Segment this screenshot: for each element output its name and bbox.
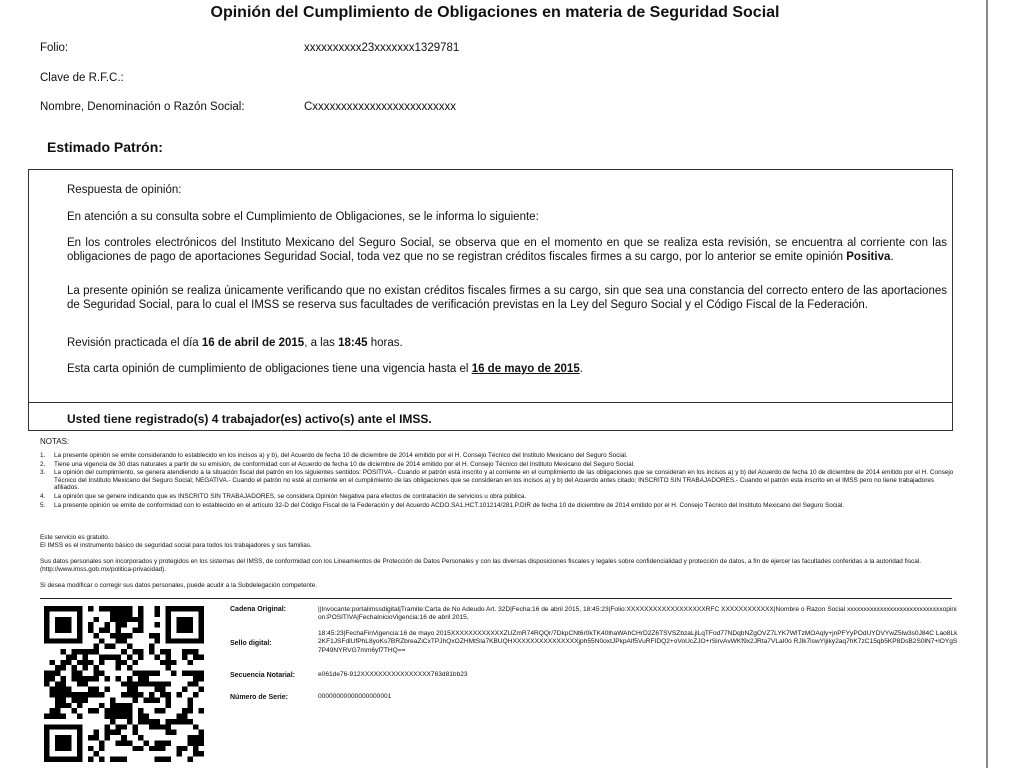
workers-count: Usted tiene registrado(s) 4 trabajador(es) activo(s) ante el IMSS.: [67, 412, 432, 426]
review-time: 18:45: [338, 337, 368, 349]
note-item: 4. La opinión que se genere indicando que es INSCRITO SIN TRABAJADORES, se considera Opinión Negativa para efectos de contratación de servicios u obra pública.: [40, 492, 527, 500]
qr-code-icon: [44, 606, 204, 762]
privacy-notice: Sus datos personales son incorporados y protegidos en los sistemas del IMSS, de conformidad con los Lineamientos de Protección de Datos Personales y con las diversas disposiciones fiscales y legales sobre confidencialidad y protección de datos, a fin de ejercer las facultades conferidas a la autoridad fiscal. (http://www.imss.gob.mx/politica-privacidad).: [40, 558, 921, 573]
response-paragraph-2: La presente opinión se realiza únicamente verificando que no existan créditos fiscales firmes a su cargo, sin que sea una constancia del correcto entero de las aportaciones de Seguridad Social, para lo cual el IMSS se reserva sus facultades de verificación previstas en la Ley del Seguro Social y el Código Fiscal de la Federación.: [67, 285, 947, 311]
review-line: Revisión practicada el día 16 de abril de 2015, a las 18:45 horas.: [67, 337, 403, 349]
note-item: 3. La opinión del cumplimiento, se genera atendiendo a la situación fiscal del patrón en los siguientes sentidos: POSITIVA.- Cuando el patrón está inscrito y al corriente en el cumplimiento de las obligaciones que se consideran en los incisos a) y b) del Acuerdo de fecha 10 de diciembre de 2014 emitido por el H. Consejo Técnico del Instituto Mexicano del Seguro Social; NEGATIVA.- Cuando el patrón no esté al corriente en el cumplimiento de las obligaciones que se consideran en los incisos a) y b) del Acuerdo antes citado; INSCRITO SIN TRABAJADORES.- Cuando el patrón esta inscrito en el IMSS pero no tiene trabajadores afiliados.: [40, 469, 954, 492]
response-heading: Respuesta de opinión:: [67, 184, 182, 196]
digital-seal-label: Sello digital:: [230, 640, 272, 647]
name-value: Cxxxxxxxxxxxxxxxxxxxxxxxxx: [304, 101, 457, 113]
notary-sequence-value: e061de76-912XXXXXXXXXXXXXXXX763d81bb23: [318, 671, 468, 678]
imss-statement: El IMSS es el instrumento básico de seguridad social para todos los trabajadores y sus familias.: [40, 542, 312, 549]
page-edge-divider: [986, 0, 988, 768]
serial-number-value: 00000000000000000001: [318, 693, 392, 700]
response-intro: En atención a su consulta sobre el Cumplimiento de Obligaciones, se le informa lo siguiente:: [67, 211, 539, 223]
notes-list: [40, 452, 955, 510]
response-paragraph-1: En los controles electrónicos del Instituto Mexicano del Seguro Social, se observa que en el momento en que se realiza esta revisión, se encuentra al corriente con las obligaciones de pago de aportaciones Seguridad Social, toda vez que no se registran créditos fiscales firmes a su cargo, por lo anterior se emite opinión Positiva.: [67, 237, 947, 263]
document-title: Opinión del Cumplimiento de Obligaciones en materia de Seguridad Social: [210, 4, 780, 21]
signature-divider: [40, 598, 952, 599]
note-item: 2. Tiene una vigencia de 30 días naturales a partir de su emisión, de conformidad con el Acuerdo de fecha 10 de diciembre de 2014 emitido por el H. Consejo Técnico del Instituto Mexicano del Seguro Social.: [40, 460, 635, 468]
folio-value: xxxxxxxxxx23xxxxxxx1329781: [304, 42, 460, 54]
note-item: 5. La presente opinión se emite de conformidad con lo establecido en el artículo 32-D del Código Fiscal de la Federación y del Acuerdo ACDO.SA1.HCT.101214/281.P.DIR de fecha 10 de diciembre de 2014 emitido por el H. Consejo Técnico del Instituto Mexicano del Seguro Social.: [40, 501, 845, 509]
notary-sequence-label: Secuencia Notarial:: [230, 672, 295, 679]
greeting: Estimado Patrón:: [47, 139, 163, 155]
original-chain-value: ||Invocante:portalimssdigital|Tramite:Carta de No Adeudo Art. 32D|Fecha:16 de abril 2015, 18:45:23|Folio:XXXXXXXXXXXXXXXXXXRFC XXXXXXXXXXXX|Nombre o Razon Social xxxxxxxxxxxxxxxxxxxxxxxxxxxxxopinion:POSITIVA|FechaInicioVigencia:16 de abril 2015,: [318, 606, 957, 622]
serial-number-label: Número de Serie:: [230, 694, 288, 701]
name-label: Nombre, Denominación o Razón Social:: [40, 101, 245, 113]
notes-title: NOTAS:: [40, 437, 70, 446]
validity-date: 16 de mayo de 2015: [471, 363, 580, 375]
free-service-text: Este servicio es gratuito.: [40, 534, 110, 541]
response-box: [28, 169, 953, 431]
modify-data-notice: Si desea modificar o corregir sus datos personales, puede acudir a la Subdelegación competente.: [40, 582, 318, 589]
validity-line: Esta carta opinión de cumplimiento de obligaciones tiene una vigencia hasta el 16 de mayo de 2015.: [67, 363, 583, 375]
original-chain-label: Cadena Original:: [230, 606, 287, 613]
folio-label: Folio:: [40, 42, 69, 54]
digital-seal-value: 18:45:23|FechaFinVigencia:16 de mayo 2015XXXXXXXXXXXXZUZmR74RQQr/7DkpCNt6r0kTK40lhaWAhCHrD2Z6TSVSZbzaLjlLqTFod77NDqbNZgOVZ7LYK7WlTzMOAqly+jnPFYyPOdUYDVYwZ5lw3s0J84C Lao8Lk2KF1JSFdlUfPhL8yoKs7BRZbreaZiCxTPJhQxOZHMtSla7KBUQHXXXXXXXXXXXXXXXjph55N0oxtJPkpAlf5VuRFIDQ2+oVoUcZJO+rSirvAvWKf9x2JRta7VLaI0o RJlk7lswYljiky2aq7hK7zC15qb5KP8DsB2S0lN7+lOYgS7P49NYRVG7mm6yf7THQ==: [318, 630, 958, 654]
rfc-label: Clave de R.F.C.:: [40, 72, 124, 84]
box-divider: [29, 402, 952, 403]
opinion-result: Positiva: [846, 251, 891, 263]
review-date: 16 de abril de 2015: [201, 337, 305, 349]
note-item: 1. La presente opinión se emite considerando lo establecido en los incisos a) y b), del Acuerdo de fecha 10 de diciembre de 2014 emitido por el H. Consejo Técnico del Instituto Mexicano del Seguro Social.: [40, 452, 628, 459]
